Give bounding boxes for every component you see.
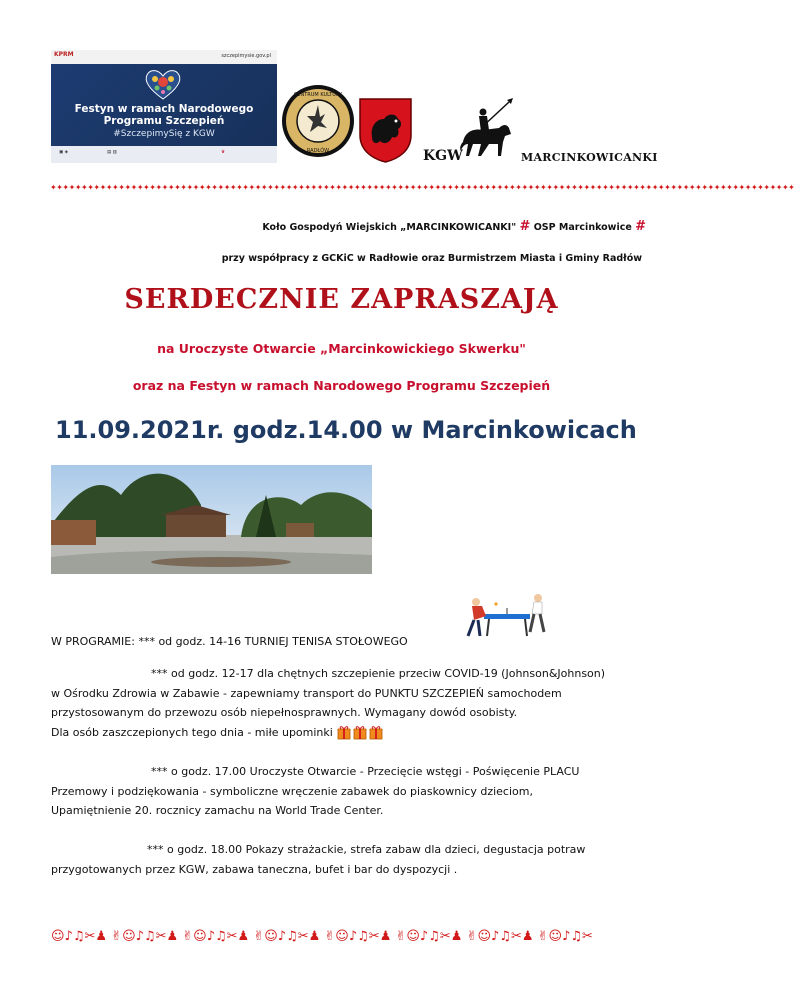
program-heading: W PROGRAMIE: *** od godz. 14-16 TURNIEJ TENISA STOŁOWEGO [51, 635, 408, 648]
program-text: przystosowanym do przewozu osób niepełnosprawnych. Wymagany dowód osobisty. [51, 706, 518, 719]
program-text: Dla osób zaszczepionych tego dnia - miłe upominki [51, 725, 333, 739]
marcinkowicanki-label: MARCINKOWICANKI [521, 151, 658, 164]
program-text: Przemowy i podziękowania - symboliczne wręczenie zabawek do piaskownicy dzieciom, [51, 784, 533, 798]
star-divider: ✦✦✦✦✦✦✦✦✦✦✦✦✦✦✦✦✦✦✦✦✦✦✦✦✦✦✦✦✦✦✦✦✦✦✦✦✦✦✦✦✦✦✦✦✦✦✦✦✦✦✦✦✦✦✦✦✦✦✦✦✦✦✦✦✦✦✦✦✦✦✦✦✦✦✦✦✦✦✦✦✦✦✦✦✦✦✦✦✦✦✦✦✦✦✦✦✦✦✦✦✦✦✦✦✦✦✦✦✦✦✦✦✦✦✦✦✦✦✦✦ [50, 183, 794, 192]
svg-text:CENTRUM KULTURY: CENTRUM KULTURY [293, 92, 343, 98]
program-text: przygotowanych przez KGW, zabawa taneczna, bufet i bar do dyspozycji . [51, 862, 458, 876]
program-text: *** od godz. 12-17 dla chętnych szczepienie przeciw COVID-19 (Johnson&Johnson) [151, 667, 606, 680]
party-emoji-icon: ☺♪♫✂♟ ✌☺♪♫✂♟ ✌☺♪♫✂♟ ✌☺♪♫✂♟ ✌☺♪♫✂♟ ✌☺♪♫✂♟ ✌☺♪♫✂♟ ✌☺♪♫✂ [51, 929, 593, 944]
ping-pong-icon [462, 592, 550, 644]
program-text: *** o godz. 17.00 Uroczyste Otwarcie - Przecięcie wstęgi - Poświęcenie PLACU [151, 765, 580, 778]
gckic-seal-icon [281, 84, 355, 158]
cooperation-line: przy współpracy z GCKiC w Radłowie oraz Burmistrzem Miasta i Gminy Radłów [221, 253, 642, 264]
organizer-kgw: Koło Gospodyń Wiejskich „MARCINKOWICANKI" [262, 222, 517, 233]
heart-folk-icon [143, 67, 183, 101]
banner-site: szczepimysie.gov.pl [221, 53, 271, 59]
banner-hashtag: #SzczepimySię z KGW [113, 129, 215, 139]
banner-topline [51, 50, 277, 64]
program-item-vaccination [51, 664, 605, 742]
footer-logo-eagle: ♛ [221, 150, 226, 155]
hash-symbol: # [519, 219, 531, 234]
radlow-crest-icon [358, 97, 413, 163]
invite-opening: na Uroczyste Otwarcie „Marcinkowickiego Skwerku" [157, 341, 526, 356]
svg-text:RADŁÓW: RADŁÓW [306, 148, 330, 154]
program-text: *** o godz. 18.00 Pokazy strażackie, strefa zabaw dla dzieci, degustacja potraw [147, 843, 586, 856]
organizer-line [262, 219, 646, 234]
organizer-osp: OSP Marcinkowice [533, 222, 632, 233]
invite-festival: oraz na Festyn w ramach Narodowego Programu Szczepień [132, 378, 551, 393]
kprm-logo: KPRM [54, 51, 74, 58]
park-photo [51, 465, 372, 574]
footer-logo-2: ▤ ▥ [107, 150, 117, 155]
program-gifts-line [51, 723, 605, 743]
banner-title: Festyn w ramach Narodowego Programu Szczepień [74, 103, 254, 127]
event-date: 11.09.2021r. godz.14.00 w Marcinkowicach [55, 416, 637, 444]
festival-banner [51, 50, 277, 163]
invitation-heading: SERDECZNIE ZAPRASZAJĄ [124, 284, 559, 315]
program-text: Upamiętnienie 20. rocznicy zamachu na World Trade Center. [51, 804, 384, 817]
footer-logo-1: ▣ ◈ [59, 150, 69, 155]
program-text: w Ośrodku Zdrowia w Zabawie - zapewniamy transport do PUNKTU SZCZEPIEŃ samochodem [51, 686, 562, 700]
program-item-opening [51, 762, 579, 821]
program-item-evening [51, 840, 585, 879]
gift-icon [337, 725, 383, 740]
banner-footer [51, 146, 277, 163]
hash-symbol: # [635, 219, 646, 234]
kgw-label: KGW [423, 148, 463, 164]
horse-rider-icon [459, 98, 515, 164]
